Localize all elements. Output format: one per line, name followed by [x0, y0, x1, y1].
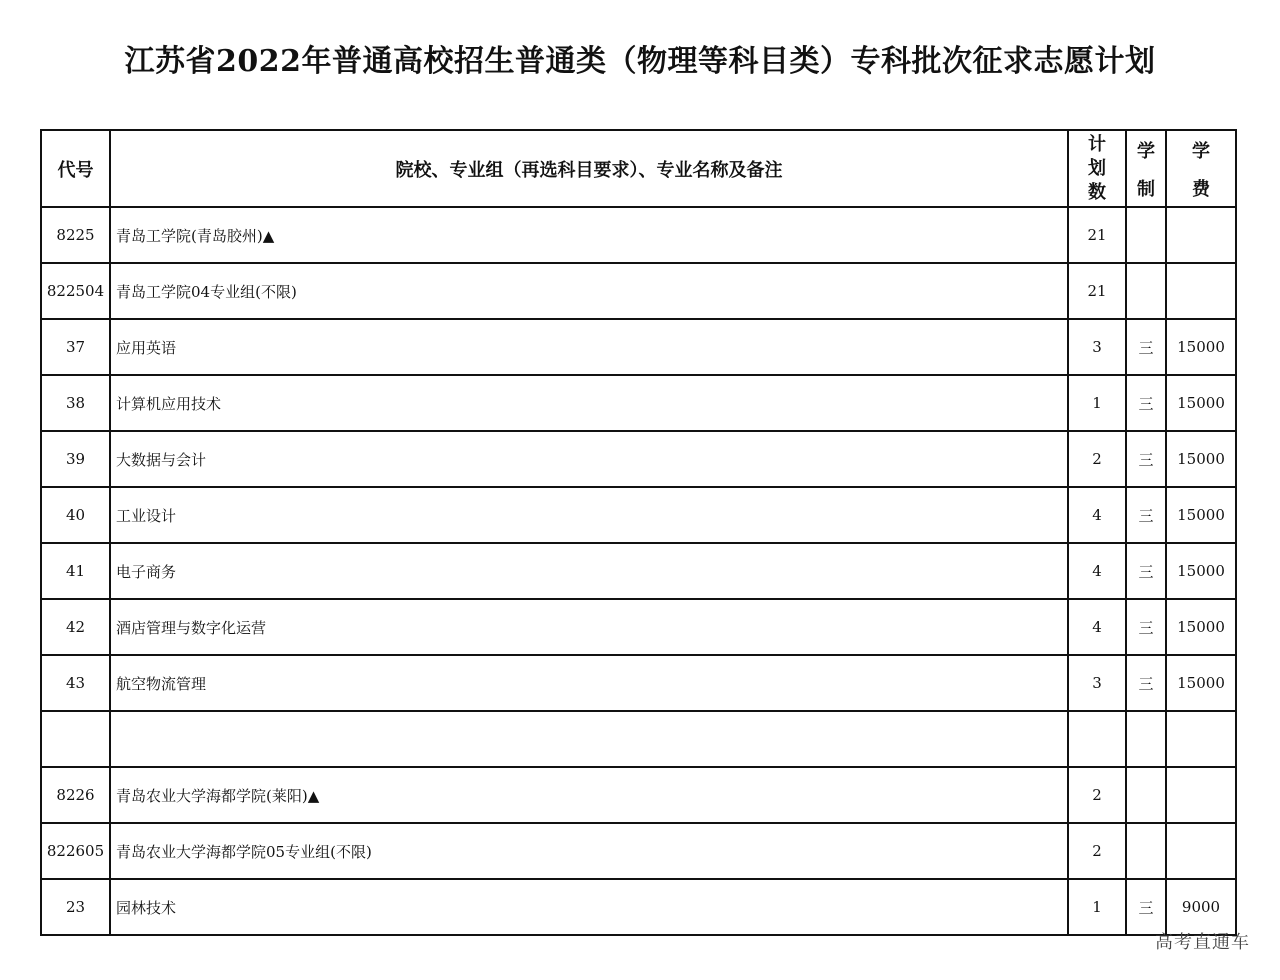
row-code: 40	[41, 487, 110, 543]
row-fee: 15000	[1166, 319, 1236, 375]
row-years: 三	[1126, 319, 1166, 375]
table-row	[41, 711, 1236, 767]
header-code: 代号	[41, 130, 110, 207]
header-name: 院校、专业组（再选科目要求）、专业名称及备注	[110, 130, 1068, 207]
table-row	[41, 487, 1236, 543]
row-fee: 15000	[1166, 375, 1236, 431]
row-fee	[1166, 207, 1236, 263]
table-row	[41, 319, 1236, 375]
row-years: 三	[1126, 543, 1166, 599]
row-code: 822504	[41, 263, 110, 319]
row-plan-number: 21	[1068, 207, 1126, 263]
row-code: 41	[41, 543, 110, 599]
header-plan-number: 计 划 数	[1068, 130, 1126, 207]
row-years	[1126, 263, 1166, 319]
row-years	[1126, 207, 1166, 263]
row-name: 电子商务	[110, 543, 1068, 599]
row-name: 青岛农业大学海都学院(莱阳)▲	[110, 767, 1068, 823]
row-name: 计算机应用技术	[110, 375, 1068, 431]
row-plan-number: 3	[1068, 319, 1126, 375]
row-name: 大数据与会计	[110, 431, 1068, 487]
row-name	[110, 711, 1068, 767]
row-plan-number: 1	[1068, 879, 1126, 935]
table-row	[41, 543, 1236, 599]
table-row	[41, 431, 1236, 487]
row-years: 三	[1126, 655, 1166, 711]
row-years	[1126, 767, 1166, 823]
row-plan-number: 21	[1068, 263, 1126, 319]
row-fee	[1166, 767, 1236, 823]
row-name: 青岛工学院04专业组(不限)	[110, 263, 1068, 319]
row-years	[1126, 711, 1166, 767]
row-name: 青岛农业大学海都学院05专业组(不限)	[110, 823, 1068, 879]
row-code: 39	[41, 431, 110, 487]
row-fee: 9000	[1166, 879, 1236, 935]
row-plan-number: 3	[1068, 655, 1126, 711]
table-row	[41, 207, 1236, 263]
row-name: 航空物流管理	[110, 655, 1068, 711]
row-fee: 15000	[1166, 599, 1236, 655]
page-title: 江苏省2022年普通高校招生普通类（物理等科目类）专科批次征求志愿计划	[124, 44, 1156, 79]
table-row	[41, 823, 1236, 879]
row-name: 园林技术	[110, 879, 1068, 935]
row-plan-number	[1068, 711, 1126, 767]
row-years	[1126, 823, 1166, 879]
row-code: 38	[41, 375, 110, 431]
row-code: 42	[41, 599, 110, 655]
row-plan-number: 4	[1068, 487, 1126, 543]
row-years: 三	[1126, 375, 1166, 431]
table-row	[41, 767, 1236, 823]
table-header-row	[41, 130, 1236, 207]
watermark: 高考直通车	[1155, 932, 1250, 953]
row-plan-number: 4	[1068, 599, 1126, 655]
row-name: 酒店管理与数字化运营	[110, 599, 1068, 655]
table-row	[41, 655, 1236, 711]
table-row	[41, 599, 1236, 655]
row-code: 37	[41, 319, 110, 375]
row-plan-number: 4	[1068, 543, 1126, 599]
row-plan-number: 1	[1068, 375, 1126, 431]
row-code: 23	[41, 879, 110, 935]
row-fee	[1166, 263, 1236, 319]
table-row	[41, 375, 1236, 431]
enrollment-plan-table	[40, 129, 1237, 936]
row-years: 三	[1126, 431, 1166, 487]
row-code: 8226	[41, 767, 110, 823]
row-code	[41, 711, 110, 767]
row-fee: 15000	[1166, 431, 1236, 487]
row-years: 三	[1126, 487, 1166, 543]
row-fee	[1166, 823, 1236, 879]
table-row	[41, 263, 1236, 319]
row-plan-number: 2	[1068, 767, 1126, 823]
row-code: 43	[41, 655, 110, 711]
row-code: 8225	[41, 207, 110, 263]
row-code: 822605	[41, 823, 110, 879]
row-name: 青岛工学院(青岛胶州)▲	[110, 207, 1068, 263]
row-fee: 15000	[1166, 543, 1236, 599]
row-name: 应用英语	[110, 319, 1068, 375]
row-name: 工业设计	[110, 487, 1068, 543]
row-fee: 15000	[1166, 487, 1236, 543]
row-years: 三	[1126, 599, 1166, 655]
row-fee: 15000	[1166, 655, 1236, 711]
header-fee: 学 费	[1166, 130, 1236, 207]
row-years: 三	[1126, 879, 1166, 935]
table-row	[41, 879, 1236, 935]
row-fee	[1166, 711, 1236, 767]
row-plan-number: 2	[1068, 431, 1126, 487]
header-years: 学 制	[1126, 130, 1166, 207]
row-plan-number: 2	[1068, 823, 1126, 879]
